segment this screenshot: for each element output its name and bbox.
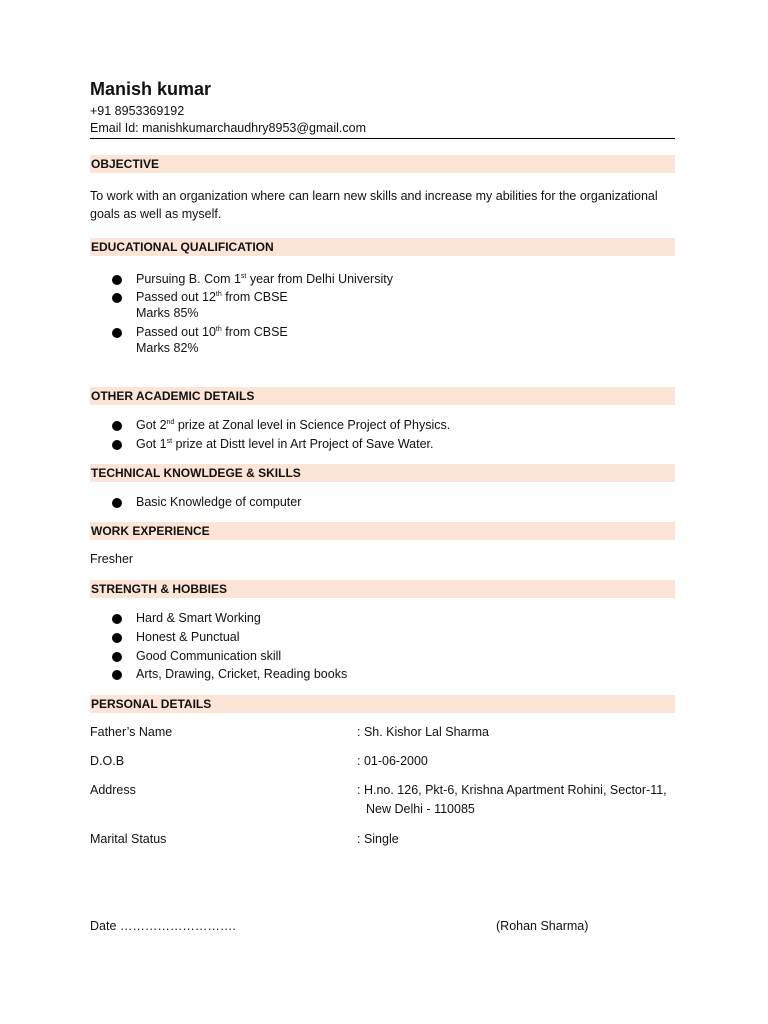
bullet-icon xyxy=(112,421,122,431)
section-education-heading: EDUCATIONAL QUALIFICATION xyxy=(90,238,675,256)
marital-status-label: Marital Status xyxy=(90,832,167,846)
section-personal-heading: PERSONAL DETAILS xyxy=(90,695,675,713)
date-line: Date ………………………. xyxy=(90,919,236,933)
education-item-2-marks: Marks 85% xyxy=(136,306,199,320)
strength-item-4: Arts, Drawing, Cricket, Reading books xyxy=(136,667,348,681)
academic-item-1: Got 2nd prize at Zonal level in Science Project of Physics. xyxy=(136,418,451,432)
education-item-3-marks: Marks 82% xyxy=(136,341,199,355)
section-objective-heading: OBJECTIVE xyxy=(90,155,675,173)
technical-item-1: Basic Knowledge of computer xyxy=(136,495,302,509)
education-item-2: Passed out 12th from CBSE xyxy=(136,290,288,304)
dob-value: : 01-06-2000 xyxy=(357,754,428,768)
bullet-icon xyxy=(112,633,122,643)
address-label: Address xyxy=(90,783,136,797)
education-item-1: Pursuing B. Com 1st year from Delhi University xyxy=(136,272,393,286)
candidate-name: Manish kumar xyxy=(90,79,212,99)
section-work-heading: WORK EXPERIENCE xyxy=(90,522,675,540)
work-experience-text: Fresher xyxy=(90,552,134,566)
signature-name: (Rohan Sharma) xyxy=(496,919,589,933)
bullet-icon xyxy=(112,614,122,624)
bullet-icon xyxy=(112,328,122,338)
section-academic-heading: OTHER ACADEMIC DETAILS xyxy=(90,387,675,405)
strength-item-1: Hard & Smart Working xyxy=(136,611,261,625)
strength-item-3: Good Communication skill xyxy=(136,649,282,663)
address-value-line2: New Delhi - 110085 xyxy=(366,802,475,816)
bullet-icon xyxy=(112,440,122,450)
objective-text: To work with an organization where can learn new skills and increase my abilities for the organizational goals as well as myself. xyxy=(90,189,658,221)
bullet-icon xyxy=(112,652,122,662)
academic-item-2: Got 1st prize at Distt level in Art Project of Save Water. xyxy=(136,437,434,451)
marital-status-value: : Single xyxy=(357,832,399,846)
bullet-icon xyxy=(112,498,122,508)
section-strength-heading: STRENGTH & HOBBIES xyxy=(90,580,675,598)
father-name-label: Father’s Name xyxy=(90,725,173,739)
email-address: Email Id: manishkumarchaudhry8953@gmail.com xyxy=(90,121,367,135)
strength-item-2: Honest & Punctual xyxy=(136,630,240,644)
section-technical-heading: TECHNICAL KNOWLDEGE & SKILLS xyxy=(90,464,675,482)
father-name-value: : Sh. Kishor Lal Sharma xyxy=(357,725,490,739)
phone-number: +91 8953369192 xyxy=(90,104,185,118)
bullet-icon xyxy=(112,670,122,680)
education-item-3: Passed out 10th from CBSE xyxy=(136,325,288,339)
bullet-icon xyxy=(112,275,122,285)
address-value-line1: : H.no. 126, Pkt-6, Krishna Apartment Rohini, Sector-11, xyxy=(357,783,667,797)
header-divider xyxy=(90,138,675,139)
bullet-icon xyxy=(112,293,122,303)
dob-label: D.O.B xyxy=(90,754,125,768)
